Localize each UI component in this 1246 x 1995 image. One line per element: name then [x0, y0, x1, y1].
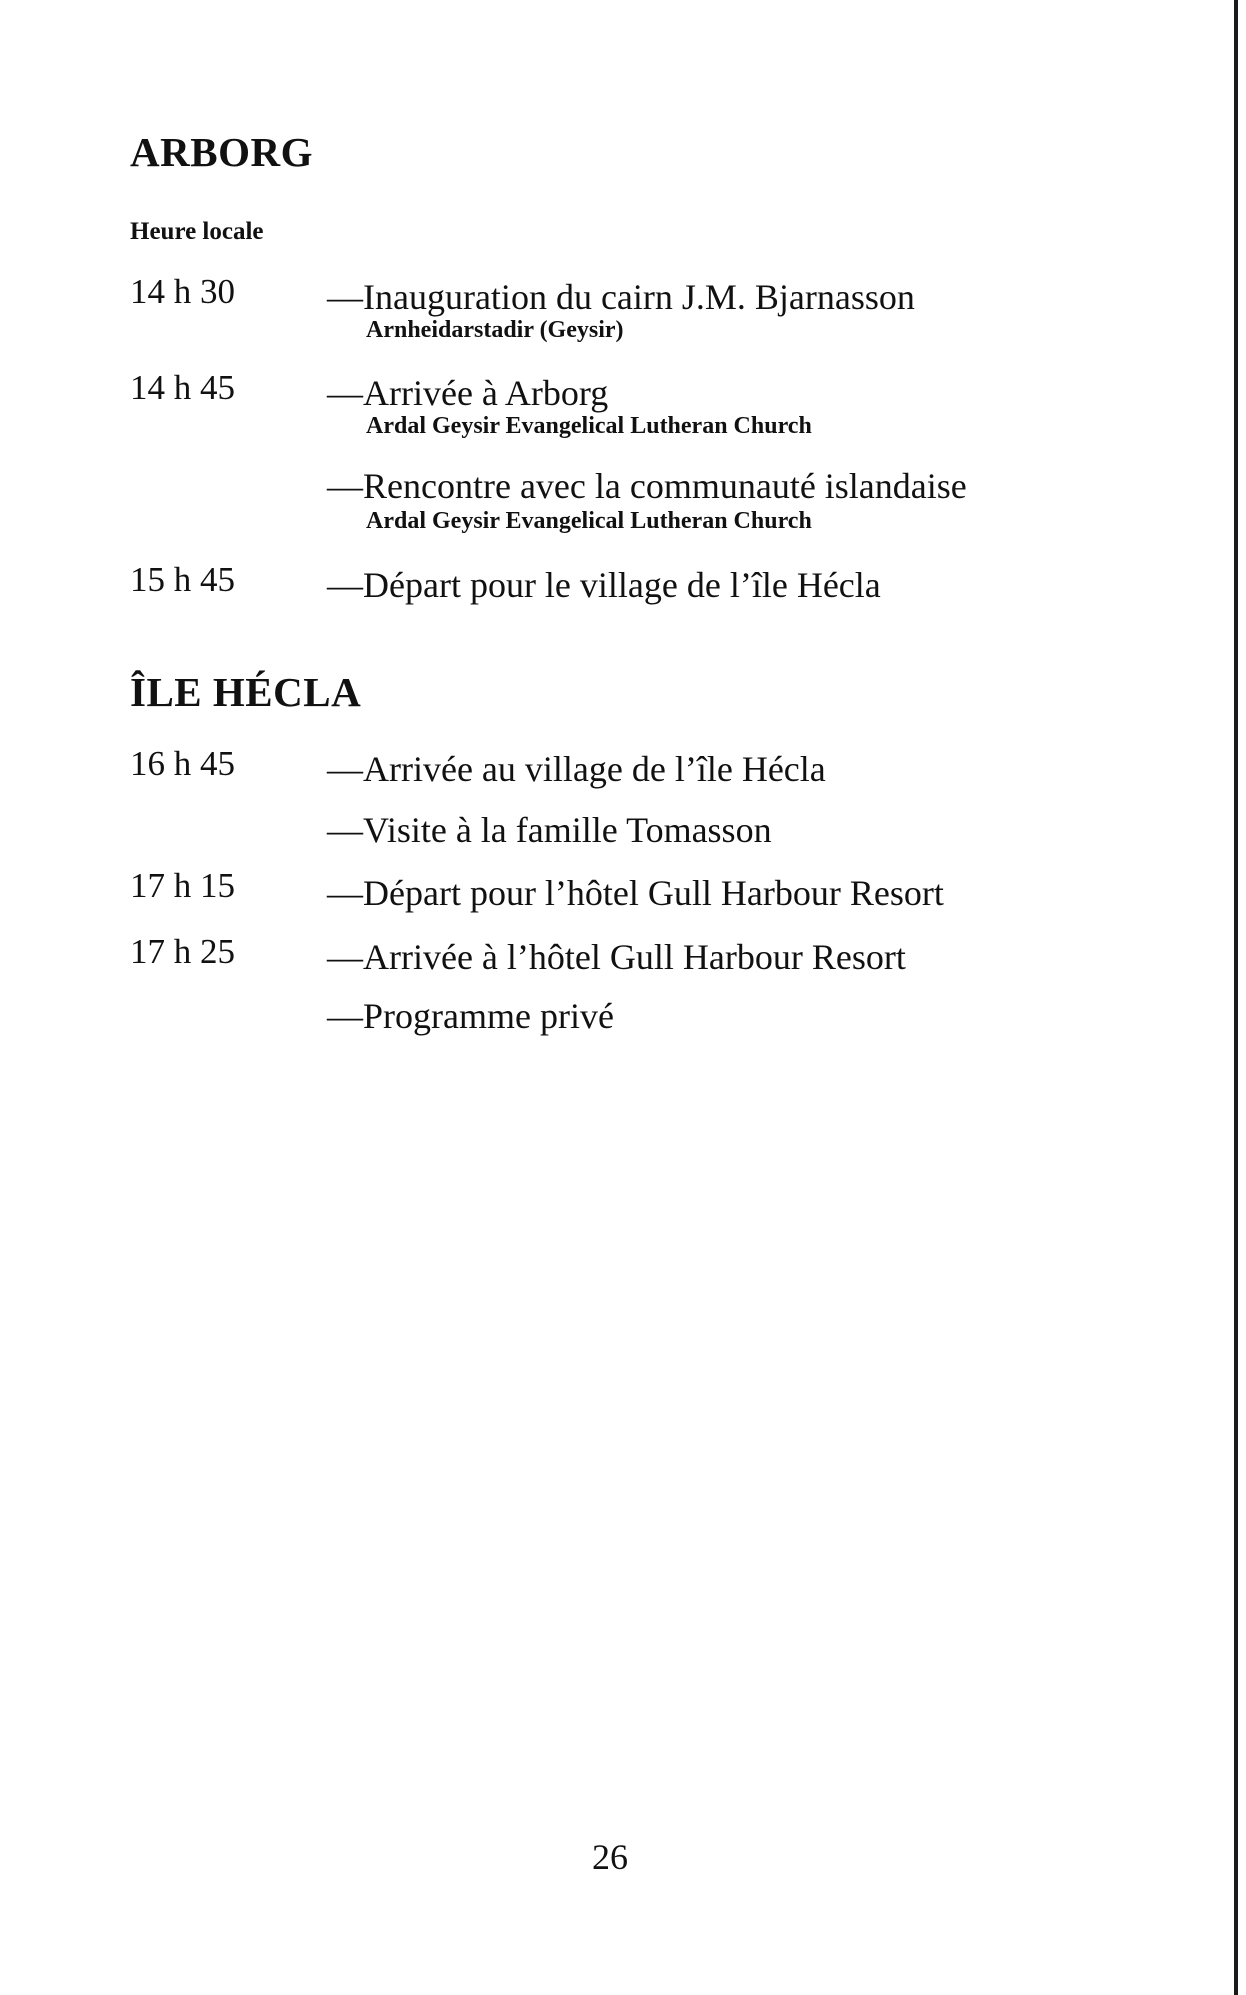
event-arrival-arborg: —Arrivée à Arborg [327, 373, 609, 413]
event-cairn-inauguration: —Inauguration du cairn J.M. Bjarnasson [327, 277, 915, 317]
venue-ardal-church-1: Ardal Geysir Evangelical Lutheran Church [366, 413, 812, 439]
section-title-arborg: ARBORG [130, 129, 313, 175]
local-time-heading: Heure locale [130, 218, 264, 245]
time-1430: 14 h 30 [130, 272, 235, 311]
venue-ardal-church-2: Ardal Geysir Evangelical Lutheran Church [366, 508, 812, 534]
time-1645: 16 h 45 [130, 744, 235, 783]
event-arrival-hecla-village: —Arrivée au village de l’île Hécla [327, 749, 826, 789]
event-arrival-hotel: —Arrivée à l’hôtel Gull Harbour Resort [327, 937, 906, 977]
event-private-program: —Programme privé [327, 996, 614, 1036]
section-title-ile-hecla: ÎLE HÉCLA [130, 669, 362, 715]
event-community-meeting: —Rencontre avec la communauté islandaise [327, 466, 967, 506]
time-1445: 14 h 45 [130, 368, 235, 407]
event-departure-hecla: —Départ pour le village de l’île Hécla [327, 565, 881, 605]
event-tomasson-visit: —Visite à la famille Tomasson [327, 810, 772, 850]
time-1545: 15 h 45 [130, 560, 235, 599]
page-number: 26 [592, 1837, 628, 1877]
time-1715: 17 h 15 [130, 866, 235, 905]
event-departure-hotel: —Départ pour l’hôtel Gull Harbour Resort [327, 873, 944, 913]
scan-edge-border [1234, 0, 1246, 1995]
venue-arnheidarstadir: Arnheidarstadir (Geysir) [366, 317, 624, 343]
time-1725: 17 h 25 [130, 932, 235, 971]
